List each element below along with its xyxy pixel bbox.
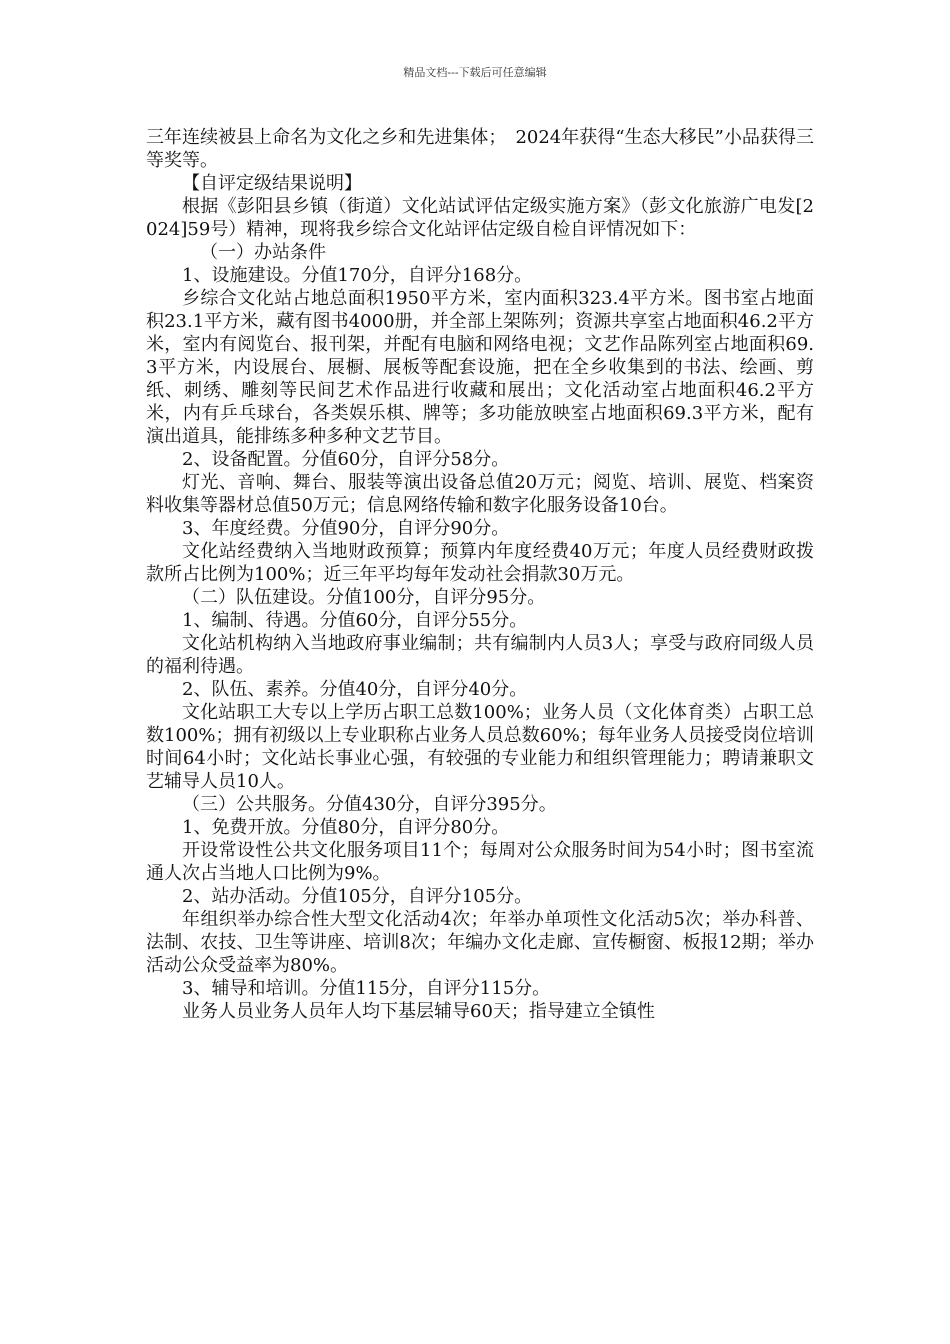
paragraph: 文化站经费纳入当地财政预算；预算内年度经费40万元；年度人员经费财政拨款所占比例为100%；近三年平均每年发动社会捐款30万元。 [146, 541, 814, 585]
paragraph: 三年连续被县上命名为文化之乡和先进集体； 2024年获得“生态大移民”小品获得三等奖等。 [146, 127, 814, 171]
paragraph: 文化站机构纳入当地政府事业编制；共有编制内人员3人；享受与政府同级人员的福利待遇。 [146, 633, 814, 677]
paragraph: （二）队伍建设。分值100分，自评分95分。 [182, 587, 546, 608]
paragraph: 业务人员业务人员年人均下基层辅导60天；指导建立全镇性 [182, 1001, 655, 1022]
paragraph: 3、年度经费。分值90分，自评分90分。 [182, 518, 510, 539]
paragraph: 根据《彭阳县乡镇（街道）文化站试评估定级实施方案》（彭文化旅游广电发[2024]59号）精神，现将我乡综合文化站评估定级自检自评情况如下： [146, 196, 814, 240]
paragraph: （三）公共服务。分值430分，自评分395分。 [182, 794, 557, 815]
paragraph: 2、设备配置。分值60分，自评分58分。 [182, 449, 510, 470]
paragraph: 文化站职工大专以上学历占职工总数100%；业务人员（文化体育类）占职工总数100%；拥有初级以上专业职称占业务人员总数60%；每年业务人员接受岗位培训时间64小时；文化站长事业心强，有较强的专业能力和组织管理能力；聘请兼职文艺辅导人员10人。 [146, 702, 814, 792]
page-header: 精品文档---下载后可任意编辑 [403, 66, 547, 79]
paragraph: 2、站办活动。分值105分，自评分105分。 [182, 886, 533, 907]
document-body [146, 126, 814, 1023]
paragraph: 【自评定级结果说明】 [182, 173, 362, 194]
paragraph: 1、免费开放。分值80分，自评分80分。 [182, 817, 510, 838]
paragraph: 开设常设性公共文化服务项目11个；每周对公众服务时间为54小时；图书室流通人次占当地人口比例为9%。 [146, 840, 814, 884]
paragraph: 2、队伍、素养。分值40分，自评分40分。 [182, 679, 528, 700]
paragraph: 1、编制、待遇。分值60分，自评分55分。 [182, 610, 528, 631]
paragraph: 3、辅导和培训。分值115分，自评分115分。 [182, 978, 551, 999]
paragraph: 1、设施建设。分值170分，自评分168分。 [182, 265, 533, 286]
paragraph: 年组织举办综合性大型文化活动4次；年举办单项性文化活动5次；举办科普、法制、农技、卫生等讲座、培训8次；年编办文化走廊、宣传橱窗、板报12期；举办活动公众受益率为80%。 [146, 909, 814, 976]
paragraph: （一）办站条件 [200, 242, 326, 263]
paragraph: 灯光、音响、舞台、服装等演出设备总值20万元；阅览、培训、展览、档案资料收集等器材总值50万元；信息网络传输和数字化服务设备10台。 [146, 472, 814, 516]
paragraph: 乡综合文化站占地总面积1950平方米，室内面积323.4平方米。图书室占地面积23.1平方米，藏有图书4000册，并全部上架陈列；资源共享室占地面积46.2平方米，室内有阅览台、报刊架，并配有电脑和网络电视；文艺作品陈列室占地面积69.3平方米，内设展台、展橱、展板等配套设施，把在全乡收集到的书法、绘画、剪纸、刺绣、雕刻等民间艺术作品进行收藏和展出；文化活动室占地面积46.2平方米，内有乒乓球台，各类娱乐棋、牌等；多功能放映室占地面积69.3平方米，配有演出道具，能排练多种多种文艺节目。 [146, 288, 814, 447]
